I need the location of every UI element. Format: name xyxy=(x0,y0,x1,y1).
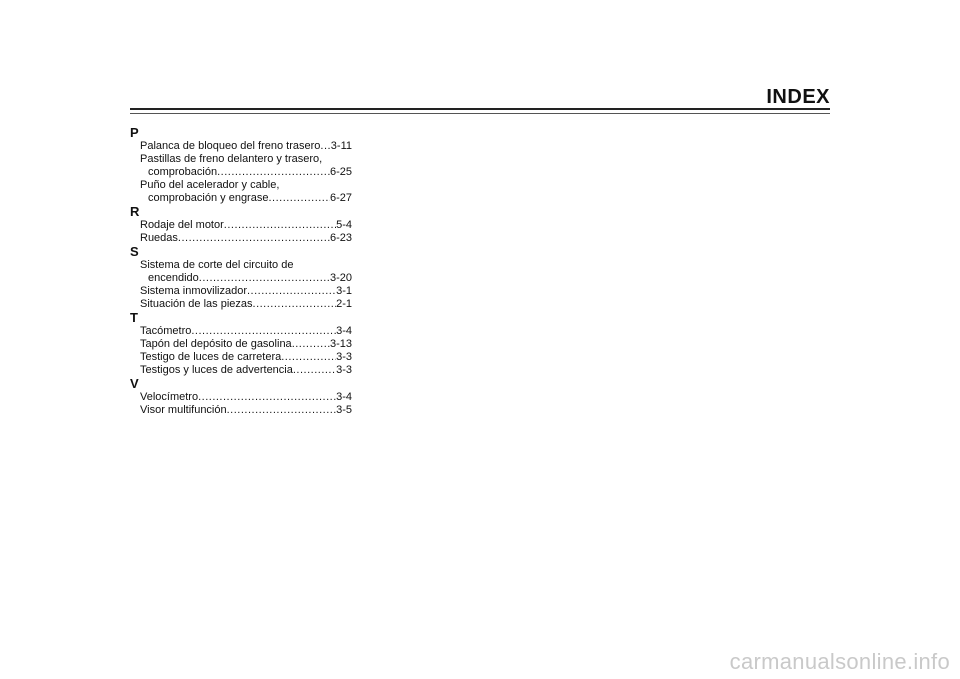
page-reference: 6-27 xyxy=(329,192,352,204)
dot-leader xyxy=(224,219,336,232)
entry-line xyxy=(140,364,352,377)
dot-leader xyxy=(292,338,330,351)
index-entry xyxy=(130,404,352,417)
index-entry xyxy=(130,364,352,377)
entry-text: Tacómetro xyxy=(140,325,192,337)
page-reference: 3-11 xyxy=(330,140,352,152)
dot-leader xyxy=(198,391,336,404)
dot-leader xyxy=(191,325,336,338)
entry-line xyxy=(140,351,352,364)
entry-text: comprobación xyxy=(148,166,218,178)
entry-text: Puño del acelerador y cable, xyxy=(140,179,280,191)
entry-text: Velocímetro xyxy=(140,391,199,403)
entry-text: Visor multifunción xyxy=(140,404,227,416)
dot-leader xyxy=(227,404,336,417)
page-reference: 3-3 xyxy=(336,364,352,376)
page-reference: 6-25 xyxy=(329,166,352,178)
index-entry xyxy=(130,325,352,338)
entry-line xyxy=(140,272,352,285)
index-entry xyxy=(130,179,352,205)
section-letter: P xyxy=(130,125,139,140)
page-reference: 3-1 xyxy=(336,285,352,297)
entry-text: comprobación y engrase xyxy=(148,192,269,204)
page-reference: 5-4 xyxy=(336,219,352,231)
entry-line xyxy=(140,391,352,404)
entry-text: encendido xyxy=(148,272,199,284)
index-column xyxy=(130,126,352,417)
entry-line xyxy=(140,285,352,298)
index-entry xyxy=(130,351,352,364)
index-entry xyxy=(130,219,352,232)
entry-text: Sistema de corte del circuito de xyxy=(140,259,294,271)
header-rule-thick xyxy=(130,108,830,110)
dot-leader xyxy=(293,364,336,377)
entry-text: Ruedas xyxy=(140,232,178,244)
entry-line xyxy=(140,219,352,232)
entry-line xyxy=(140,179,352,192)
index-entry xyxy=(130,140,352,153)
entry-text: Rodaje del motor xyxy=(140,219,224,231)
entry-text: Testigo de luces de carretera xyxy=(140,351,282,363)
page-reference: 3-5 xyxy=(336,404,352,416)
entry-line xyxy=(140,140,352,153)
dot-leader xyxy=(199,272,330,285)
page-title: INDEX xyxy=(766,86,830,108)
entry-line xyxy=(140,338,352,351)
dot-leader xyxy=(217,166,330,179)
dot-leader xyxy=(281,351,336,364)
entry-line xyxy=(140,325,352,338)
page-reference: 3-20 xyxy=(329,272,352,284)
index-entry xyxy=(130,338,352,351)
section-letter: S xyxy=(130,244,139,259)
entry-line xyxy=(140,153,352,166)
entry-line xyxy=(140,298,352,311)
watermark: carmanualsonline.info xyxy=(729,649,950,674)
page-reference: 3-13 xyxy=(329,338,352,350)
entry-text: Palanca de bloqueo del freno trasero xyxy=(140,140,321,152)
dot-leader xyxy=(178,232,330,245)
entry-line xyxy=(140,404,352,417)
index-entry xyxy=(130,232,352,245)
entry-line xyxy=(140,232,352,245)
dot-leader xyxy=(320,140,330,153)
entry-text: Sistema inmovilizador xyxy=(140,285,247,297)
index-entry xyxy=(130,298,352,311)
page-reference: 3-4 xyxy=(336,391,352,403)
page-reference: 2-1 xyxy=(336,298,352,310)
entry-text: Testigos y luces de advertencia xyxy=(140,364,293,376)
entry-line xyxy=(140,166,352,179)
index-entry xyxy=(130,259,352,285)
header-rule-thin xyxy=(130,113,830,114)
section-letter: R xyxy=(130,204,140,219)
dot-leader xyxy=(268,192,330,205)
index-entry xyxy=(130,285,352,298)
entry-line xyxy=(140,259,352,272)
section-letter: T xyxy=(130,310,138,325)
entry-text: Tapón del depósito de gasolina xyxy=(140,338,292,350)
dot-leader xyxy=(253,298,337,311)
index-entry xyxy=(130,391,352,404)
section-letter: V xyxy=(130,376,139,391)
index-entry xyxy=(130,153,352,179)
page-reference: 6-23 xyxy=(329,232,352,244)
entry-text: Situación de las piezas xyxy=(140,298,253,310)
page-reference: 3-3 xyxy=(336,351,352,363)
entry-line xyxy=(140,192,352,205)
entry-text: Pastillas de freno delantero y trasero, xyxy=(140,153,323,165)
page-reference: 3-4 xyxy=(336,325,352,337)
dot-leader xyxy=(247,285,336,298)
